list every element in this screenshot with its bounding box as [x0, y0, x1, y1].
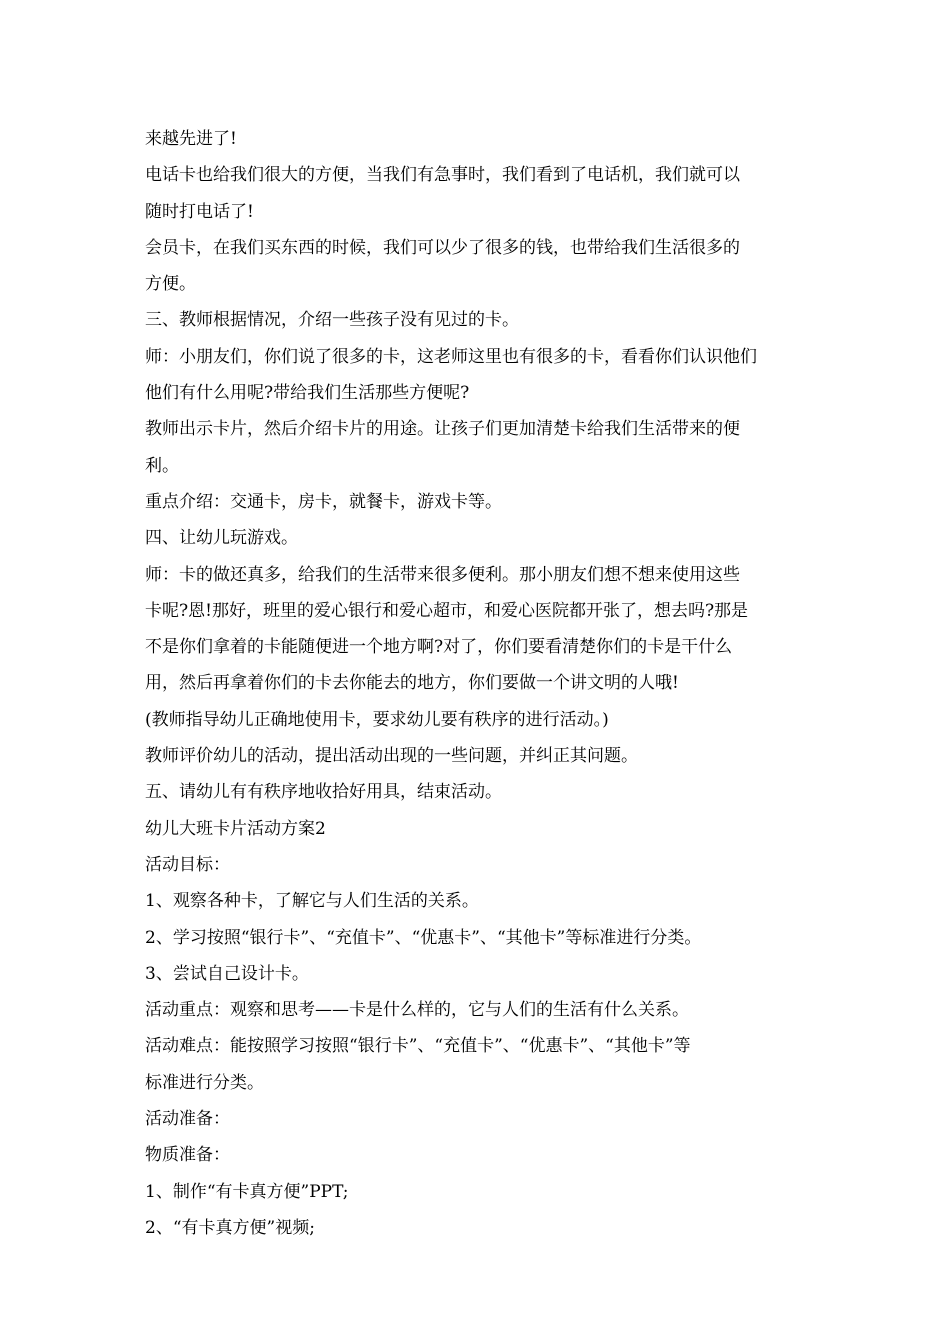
text-line: 活动目标：	[145, 854, 230, 875]
text-line: 不是你们拿着的卡能随便进一个地方啊?对了，你们要看清楚你们的卡是干什么	[145, 637, 733, 658]
text-line: 师：卡的做还真多，给我们的生活带来很多便利。那小朋友们想不想来使用这些	[145, 564, 740, 585]
text-line: 师：小朋友们，你们说了很多的卡，这老师这里也有很多的卡，看看你们认识他们	[145, 346, 757, 367]
text-line: 活动准备：	[145, 1109, 230, 1130]
text-line: 他们有什么用呢?带给我们生活那些方便呢?	[145, 383, 470, 404]
list-item: 1、观察各种卡，了解它与人们生活的关系。	[145, 891, 479, 912]
list-item: 2、学习按照“银行卡”、“充值卡”、“优惠卡”、“其他卡”等标准进行分类。	[145, 927, 702, 948]
section-heading: 三、教师根据情况，介绍一些孩子没有见过的卡。	[145, 310, 519, 331]
text-line: 物质准备：	[145, 1145, 230, 1166]
document-body	[145, 121, 810, 1246]
text-line: 活动难点：能按照学习按照“银行卡”、“充值卡”、“优惠卡”、“其他卡”等	[145, 1036, 691, 1057]
section-heading: 五、请幼儿有有秩序地收拾好用具，结束活动。	[145, 782, 502, 803]
list-item: 1、制作“有卡真方便”PPT;	[145, 1181, 349, 1202]
document-title: 幼儿大班卡片活动方案2	[145, 818, 326, 839]
text-line: 随时打电话了!	[145, 201, 254, 222]
text-line: 电话卡也给我们很大的方便，当我们有急事时，我们看到了电话机，我们就可以	[145, 165, 740, 186]
text-line: 用，然后再拿着你们的卡去你能去的地方，你们要做一个讲文明的人哦!	[145, 673, 679, 694]
text-line: 教师出示卡片，然后介绍卡片的用途。让孩子们更加清楚卡给我们生活带来的便	[145, 419, 740, 440]
text-line: 方便。	[145, 274, 196, 295]
text-line: 会员卡，在我们买东西的时候，我们可以少了很多的钱，也带给我们生活很多的	[145, 237, 740, 258]
text-line: 活动重点：观察和思考——卡是什么样的，它与人们的生活有什么关系。	[145, 1000, 689, 1021]
text-line: 利。	[145, 455, 179, 476]
text-line: 标准进行分类。	[145, 1072, 264, 1093]
text-line: (教师指导幼儿正确地使用卡，要求幼儿要有秩序的进行活动。)	[145, 709, 609, 730]
list-item: 2、“有卡真方便”视频;	[145, 1217, 315, 1238]
text-line: 教师评价幼儿的活动，提出活动出现的一些问题，并纠正其问题。	[145, 746, 638, 767]
text-line: 卡呢?恩!那好，班里的爱心银行和爱心超市，和爱心医院都开张了，想去吗?那是	[145, 600, 749, 621]
section-heading: 四、让幼儿玩游戏。	[145, 528, 298, 549]
text-line: 来越先进了!	[145, 129, 237, 149]
text-line: 重点介绍：交通卡，房卡，就餐卡，游戏卡等。	[145, 491, 502, 512]
list-item: 3、尝试自己设计卡。	[145, 963, 309, 984]
